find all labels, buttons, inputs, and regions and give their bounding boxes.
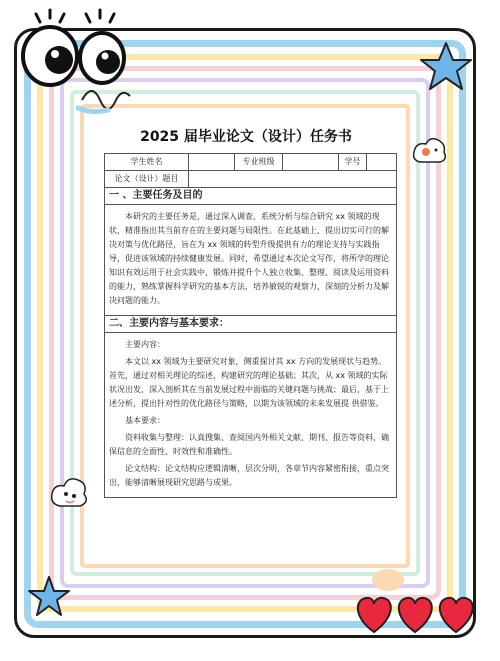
requirement-data: 资料收集与整理：认真搜集、查阅国内外相关文献、期刊、报告等资料，确保信息的全面性、时效性和准确性。 [109,433,389,456]
section2-heading: 二、主要内容与基本要求： [105,316,397,333]
cloud-left-icon [48,470,92,514]
section1-body: 本研究的主要任务是，通过深入调查、系统分析与综合研究 xx 领域的现状，精准指出其当前存在的主要问题与局限性。在此基础上，提出切实可行的解决对策与优化路径，旨在为 xx 领域的转型升级提供有力的理论支持与实践指导，促进该领域的持续健康发展。同时，希望通过本次论文写作，将所学的理论知识有效运用于社会实践中，锻炼并提升个人独立收集、整理、阅读及运用资料的能力，熟练掌握科学研究的基本方法，培养敏锐的观察力，深刻的分析力及解决问题的能力。 [109,212,389,305]
cloud-face-icon [410,132,450,172]
star-top-right-icon [418,40,474,94]
content-body: 本文以 xx 领域为主要研究对象，侧重探讨其 xx 方向的发展现状与趋势。首先，通过对相关理论的综述，构建研究的理论基础；其次，从 xx 领域的实际状况出发，深入剖析其在当前发展过程中面临的关键问题与挑战；最后，基于上述分析，提出针对性的优化路径与策略，以期为该领域的未来发展提 供借鉴。 [109,357,389,408]
document-title: 2025 届毕业论文（设计）任务书 [140,129,352,145]
cartoon-eyes-icon [10,8,130,88]
major-class-label: 专业班级 [235,154,283,171]
student-id-label: 学号 [339,154,367,171]
student-id-field[interactable] [367,154,397,171]
topic-row [105,171,397,188]
student-name-label: 学生姓名 [105,154,189,171]
section1-heading: 一 、主要任务及目的 [105,188,397,205]
section1-heading-row [105,188,397,205]
requirement-structure: 论文结构：论文结构应逻辑清晰，层次分明，各章节内容紧密衔接，重点突出，能够清晰展现研究思路与成果。 [109,464,389,487]
star-bottom-left-icon [26,574,72,620]
section2-body-row [105,333,397,498]
section1-body-row [105,205,397,316]
major-class-field[interactable] [283,154,339,171]
student-name-field[interactable] [189,154,235,171]
topic-label: 论文（设计）题目 [105,171,189,188]
hearts-icon [352,590,482,638]
requirements-label: 基本要求： [125,416,165,425]
info-row [105,154,397,171]
section2-heading-row [105,316,397,333]
squiggle-icon [76,80,136,120]
content-label: 主要内容： [125,340,165,349]
topic-field[interactable] [189,171,397,188]
task-table [104,153,397,498]
